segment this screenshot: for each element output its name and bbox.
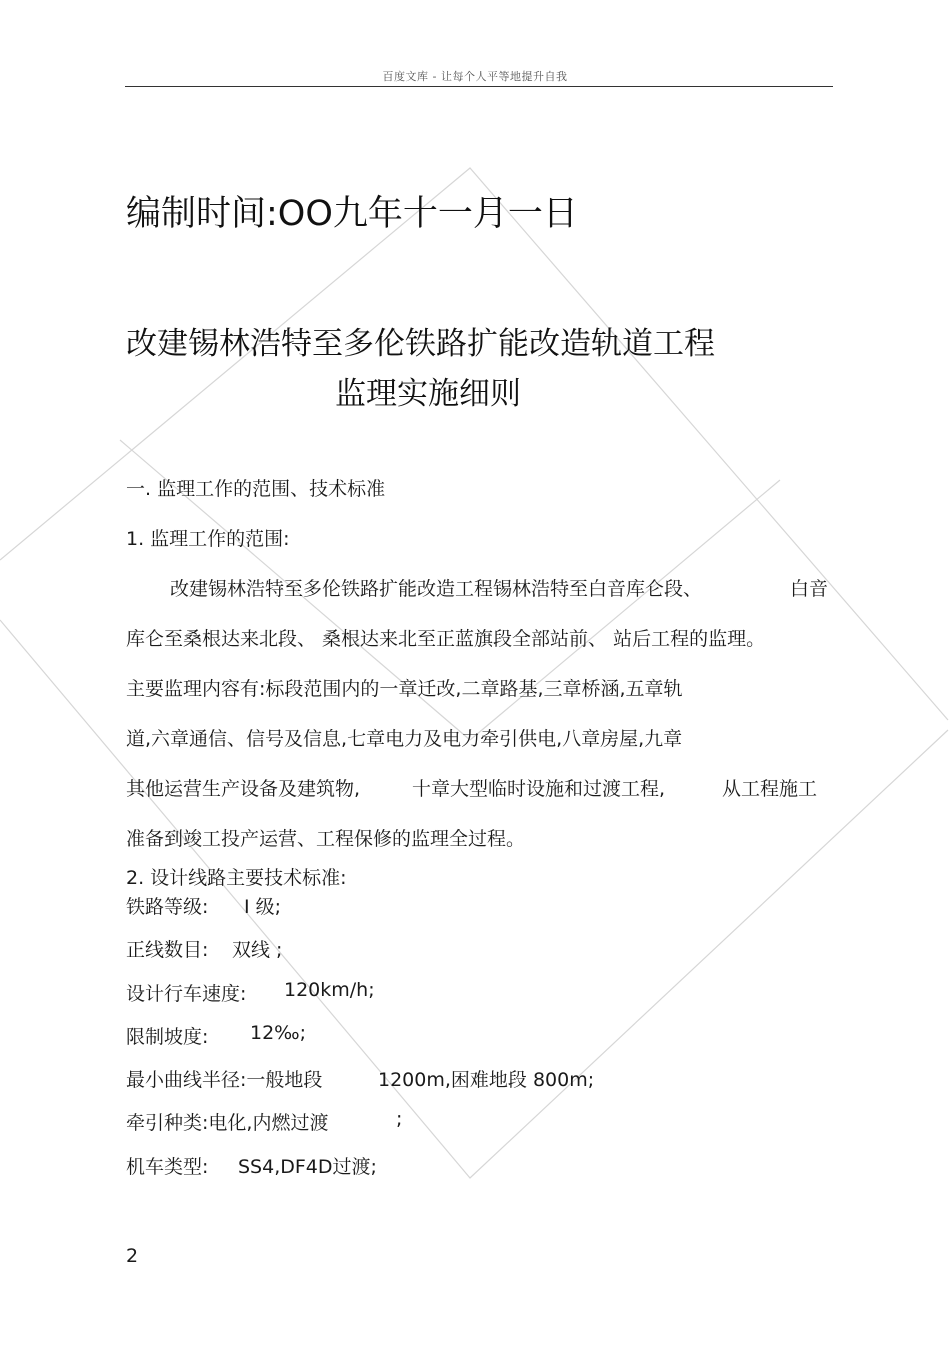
standard-label: 最小曲线半径:一般地段 (126, 1069, 323, 1091)
standard-value: 120km/h; (284, 979, 375, 1001)
paragraph-line: 十章大型临时设施和过渡工程, (412, 778, 666, 800)
page-number: 2 (126, 1245, 139, 1267)
paragraph-line: 库仑至桑根达来北段、 桑根达来北至正蓝旗段全部站前、 站后工程的监理。 (126, 628, 766, 650)
standard-value: ; (396, 1108, 403, 1130)
standard-label: 铁路等级: (126, 896, 209, 918)
paragraph-line: 准备到竣工投产运营、工程保修的监理全过程。 (126, 828, 526, 850)
subsection-heading-standards: 2. 设计线路主要技术标准: (126, 867, 347, 889)
paragraph-line: 其他运营生产设备及建筑物, (126, 778, 361, 800)
standard-label: 限制坡度: (126, 1026, 209, 1048)
paragraph-line: 白音 (790, 578, 829, 600)
header-rule (125, 86, 833, 87)
standard-value: 双线 ; (232, 939, 283, 961)
standard-value: 1200m,困难地段 800m; (378, 1069, 595, 1091)
compile-date: 编制时间:OO九年十一月一日 (126, 194, 578, 234)
standard-value: 12‰; (250, 1022, 307, 1044)
standard-value: SS4,DF4D过渡; (238, 1156, 377, 1178)
watermark-line (470, 480, 780, 740)
standard-label: 设计行车速度: (126, 983, 247, 1005)
paragraph-line: 主要监理内容有:标段范围内的一章迁改,二章路基,三章桥涵,五章轨 (126, 678, 683, 700)
standard-value: I 级; (244, 896, 282, 918)
standard-label: 正线数目: (126, 939, 209, 961)
standard-label: 牵引种类:电化,内燃过渡 (126, 1112, 329, 1134)
section-heading: 一. 监理工作的范围、技术标准 (126, 478, 386, 500)
paragraph-line: 从工程施工 (722, 778, 818, 800)
document-title-line1: 改建锡林浩特至多伦铁路扩能改造轨道工程 (126, 326, 715, 362)
paragraph-line: 道,六章通信、信号及信息,七章电力及电力牵引供电,八章房屋,九章 (126, 728, 683, 750)
page-header: 百度文库 - 让每个人平等地提升自我 (382, 70, 568, 83)
paragraph-line: 改建锡林浩特至多伦铁路扩能改造工程锡林浩特至白音库仑段、 (170, 578, 703, 600)
subsection-heading-scope: 1. 监理工作的范围: (126, 528, 290, 550)
standard-label: 机车类型: (126, 1156, 209, 1178)
document-title-line2: 监理实施细则 (335, 376, 521, 412)
